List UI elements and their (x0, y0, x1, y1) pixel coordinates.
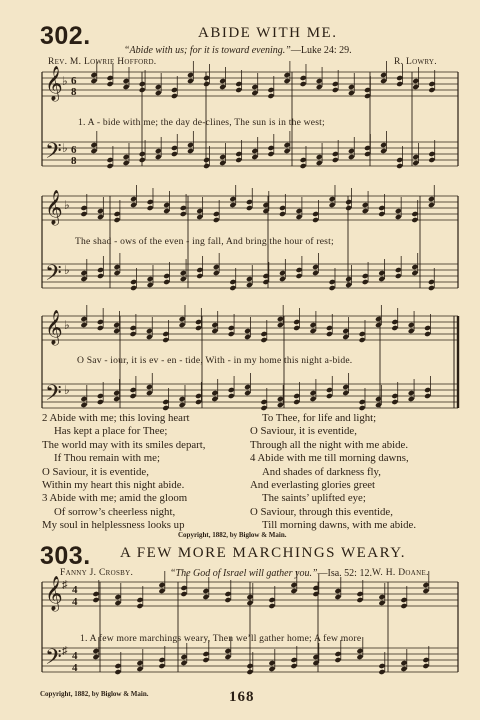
epigraph-reference: —Luke 24: 29. (290, 45, 352, 56)
verse-line: Through all the night with me abide. (250, 438, 409, 451)
svg-text:4: 4 (72, 650, 78, 662)
lyric-line-3: O Sav - iour, it is ev - en - tide, With - in my home this night a-bide. (77, 355, 353, 366)
key-signature-sharp-icon: ♯ (62, 579, 68, 591)
verse-line: O Saviour, it is eventide, (42, 465, 149, 478)
lyric-line-1: 1. A - bide with me; the day de-clines, The sun is in the west; (78, 117, 325, 128)
svg-text:♭: ♭ (64, 198, 70, 212)
svg-text:4: 4 (72, 584, 78, 596)
hymn-title: ABIDE WITH ME. (198, 25, 338, 41)
treble-clef-icon: 𝄞 (45, 191, 63, 224)
key-signature-flat-icon: ♭ (62, 141, 68, 155)
svg-text:♭: ♭ (64, 263, 70, 277)
verse-line: 2 Abide with me; this loving heart (42, 412, 190, 424)
verse-line: Of sorrow’s cheerless night, (54, 505, 176, 518)
verse-line: To Thee, for life and light; (262, 412, 377, 424)
time-signature: 6 (71, 144, 77, 156)
verse-line: O Saviour, through this eventide, (250, 505, 393, 518)
verse-line: Till morning dawns, with me abide. (262, 519, 417, 532)
verse-line: The saints’ uplifted eye; (262, 492, 366, 505)
music-credit: W. H. Doane. (372, 568, 429, 578)
page-number: 168 (229, 689, 255, 705)
bass-clef-icon: 𝄢 (45, 261, 62, 290)
words-credit: Fanny J. Crosby. (60, 568, 134, 578)
verse-line: My soul in helplessness looks up (42, 519, 185, 532)
music-credit: R. Lowry. (394, 57, 437, 67)
verse-line: The world may with its smiles depart, (42, 438, 206, 451)
bass-clef-icon: 𝄢 (45, 139, 62, 168)
time-signature: 8 (71, 86, 77, 98)
time-signature: 8 (71, 155, 77, 167)
verse-line: And everlasting glories greet (250, 479, 376, 492)
svg-text:4: 4 (72, 662, 78, 674)
words-credit: Rev. M. Lowrie Hofford. (48, 57, 157, 67)
time-signature: 6 (71, 75, 77, 87)
treble-clef-icon: 𝄞 (45, 577, 63, 610)
hymn-number: 302. (40, 22, 91, 50)
bass-clef-icon: 𝄢 (45, 381, 62, 410)
svg-text:♭: ♭ (64, 383, 70, 397)
verse-line: Has kept a place for Thee; (54, 425, 168, 438)
treble-clef-icon: 𝄞 (45, 311, 63, 344)
verse-line: 4 Abide with me till morning dawns, (250, 452, 409, 465)
treble-clef-icon: 𝄞 (45, 67, 63, 100)
verse-line: And shades of darkness fly, (262, 465, 381, 478)
bass-clef-icon: 𝄢 (45, 645, 62, 674)
key-signature-flat-icon: ♭ (62, 74, 68, 88)
epigraph-quote: “The God of Israel will gather you.” (170, 568, 318, 579)
svg-text:♭: ♭ (64, 318, 70, 332)
epigraph-quote: “Abide with us; for it is toward evening.” (124, 45, 291, 56)
epigraph-reference: —Isa. 52: 12. (317, 568, 372, 579)
lyric-line-2: The shad - ows of the even - ing fall, And bring the hour of rest; (75, 236, 334, 247)
copyright-303: Copyright, 1882, by Biglow & Main. (40, 690, 149, 698)
copyright-302: Copyright, 1882, by Biglow & Main. (178, 531, 287, 539)
hymn-number: 303. (40, 542, 91, 570)
hymn-title: A FEW MORE MARCHINGS WEARY. (120, 545, 406, 561)
lyric-line-303-1: 1. A few more marchings weary, Then we’ll gather home; A few more (80, 633, 362, 644)
verse-line: If Thou remain with me; (54, 452, 160, 465)
verse-line: O Saviour, it is eventide, (250, 425, 357, 438)
verse-line: Within my heart this night abide. (42, 479, 185, 492)
svg-text:4: 4 (72, 596, 78, 608)
verse-line: 3 Abide with me; amid the gloom (42, 492, 188, 505)
key-signature-sharp-icon: ♯ (62, 645, 68, 657)
